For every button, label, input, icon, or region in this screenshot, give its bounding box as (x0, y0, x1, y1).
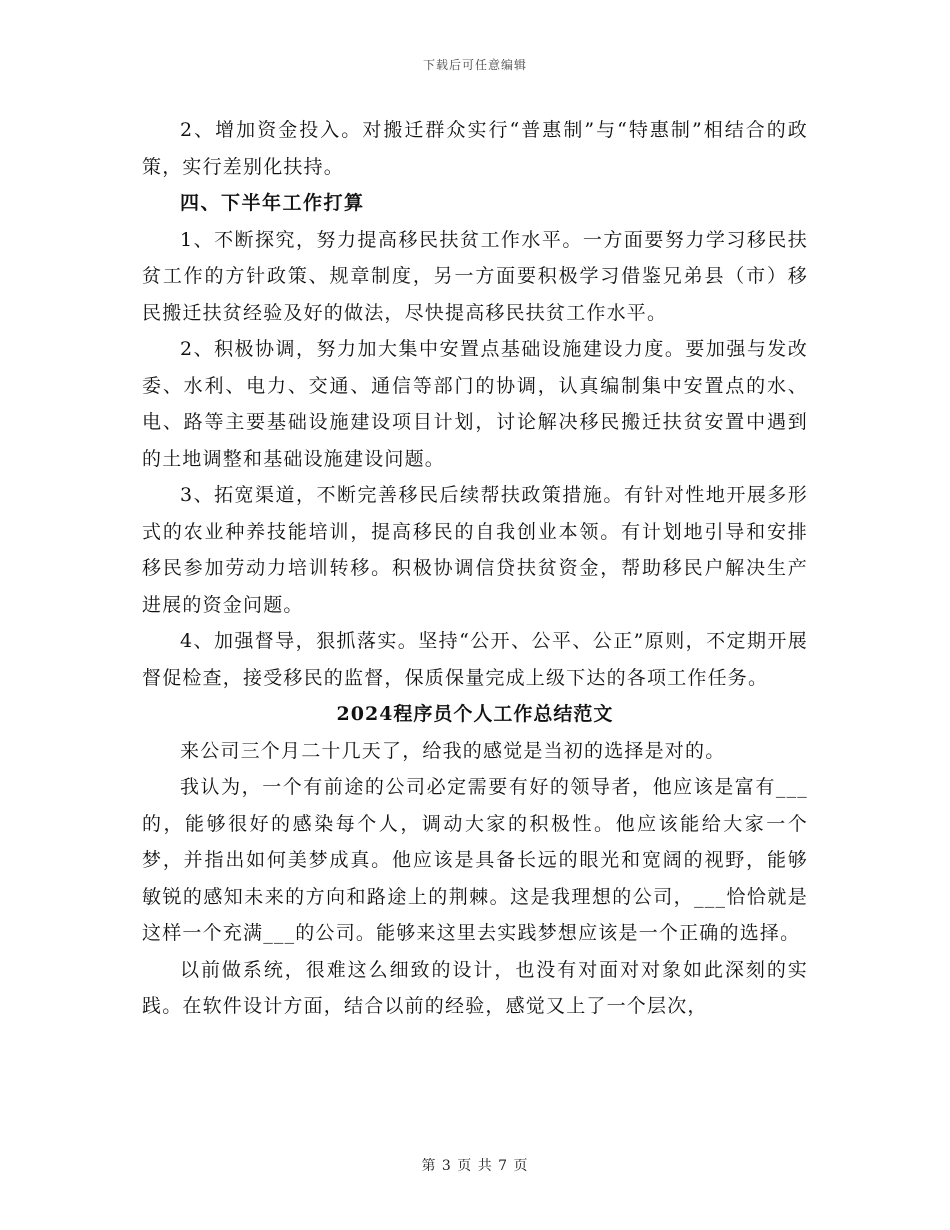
paragraph-plan-3: 3、拓宽渠道，不断完善移民后续帮扶政策措施。有针对性地开展多形式的农业种养技能培训，提高移民的自我创业本领。有计划地引导和安排移民参加劳动力培训转移。积极协调信贷扶贫资金，帮助移民户解决生产进展的资金问题。 (142, 484, 808, 616)
header-note: 下载后可任意编辑 (422, 58, 527, 72)
article-title: 2024程序员个人工作总结范文 (336, 703, 614, 725)
paragraph-system-design: 以前做系统，很难这么细致的设计，也没有对面对对象如此深刻的实践。在软件设计方面，结合以前的经验，感觉又上了一个层次， (142, 958, 808, 1017)
paragraph-plan-1: 1、不断探究，努力提高移民扶贫工作水平。一方面要努力学习移民扶贫工作的方针政策、规章制度，另一方面要积极学习借鉴兄弟县（市）移民搬迁扶贫经验及好的做法，尽快提高移民扶贫工作水平。 (142, 228, 808, 324)
paragraph-plan-4: 4、加强督导，狠抓落实。坚持“公开、公平、公正”原则，不定期开展督促检查，接受移民的监督，保质保量完成上级下达的各项工作任务。 (142, 630, 808, 689)
paragraph-leadership: 我认为，一个有前途的公司必定需要有好的领导者，他应该是富有___的，能够很好的感染每个人，调动大家的积极性。他应该能给大家一个梦，并指出如何美梦成真。他应该是具备长远的眼光和宽阔的视野，能够敏锐的感知未来的方向和路途上的荆棘。这是我理想的公司，___恰恰就是这样一个充满___的公司。能够来这里去实践梦想应该是一个正确的选择。 (142, 776, 808, 944)
section-heading-plan: 四、下半年工作打算 (180, 192, 365, 214)
paragraph-plan-2: 2、积极协调，努力加大集中安置点基础设施建设力度。要加强与发改委、水利、电力、交通、通信等部门的协调，认真编制集中安置点的水、电、路等主要基础设施建设项目计划，讨论解决移民搬迁扶贫安置中遇到的土地调整和基础设施建设问题。 (142, 338, 808, 470)
paragraph-intro: 来公司三个月二十几天了，给我的感觉是当初的选择是对的。 (180, 739, 726, 762)
paragraph-fund-investment: 2、增加资金投入。对搬迁群众实行“普惠制”与“特惠制”相结合的政策，实行差别化扶持。 (142, 119, 808, 178)
page-number: 第 3 页 共 7 页 (421, 1158, 529, 1174)
document-body (142, 112, 808, 1025)
